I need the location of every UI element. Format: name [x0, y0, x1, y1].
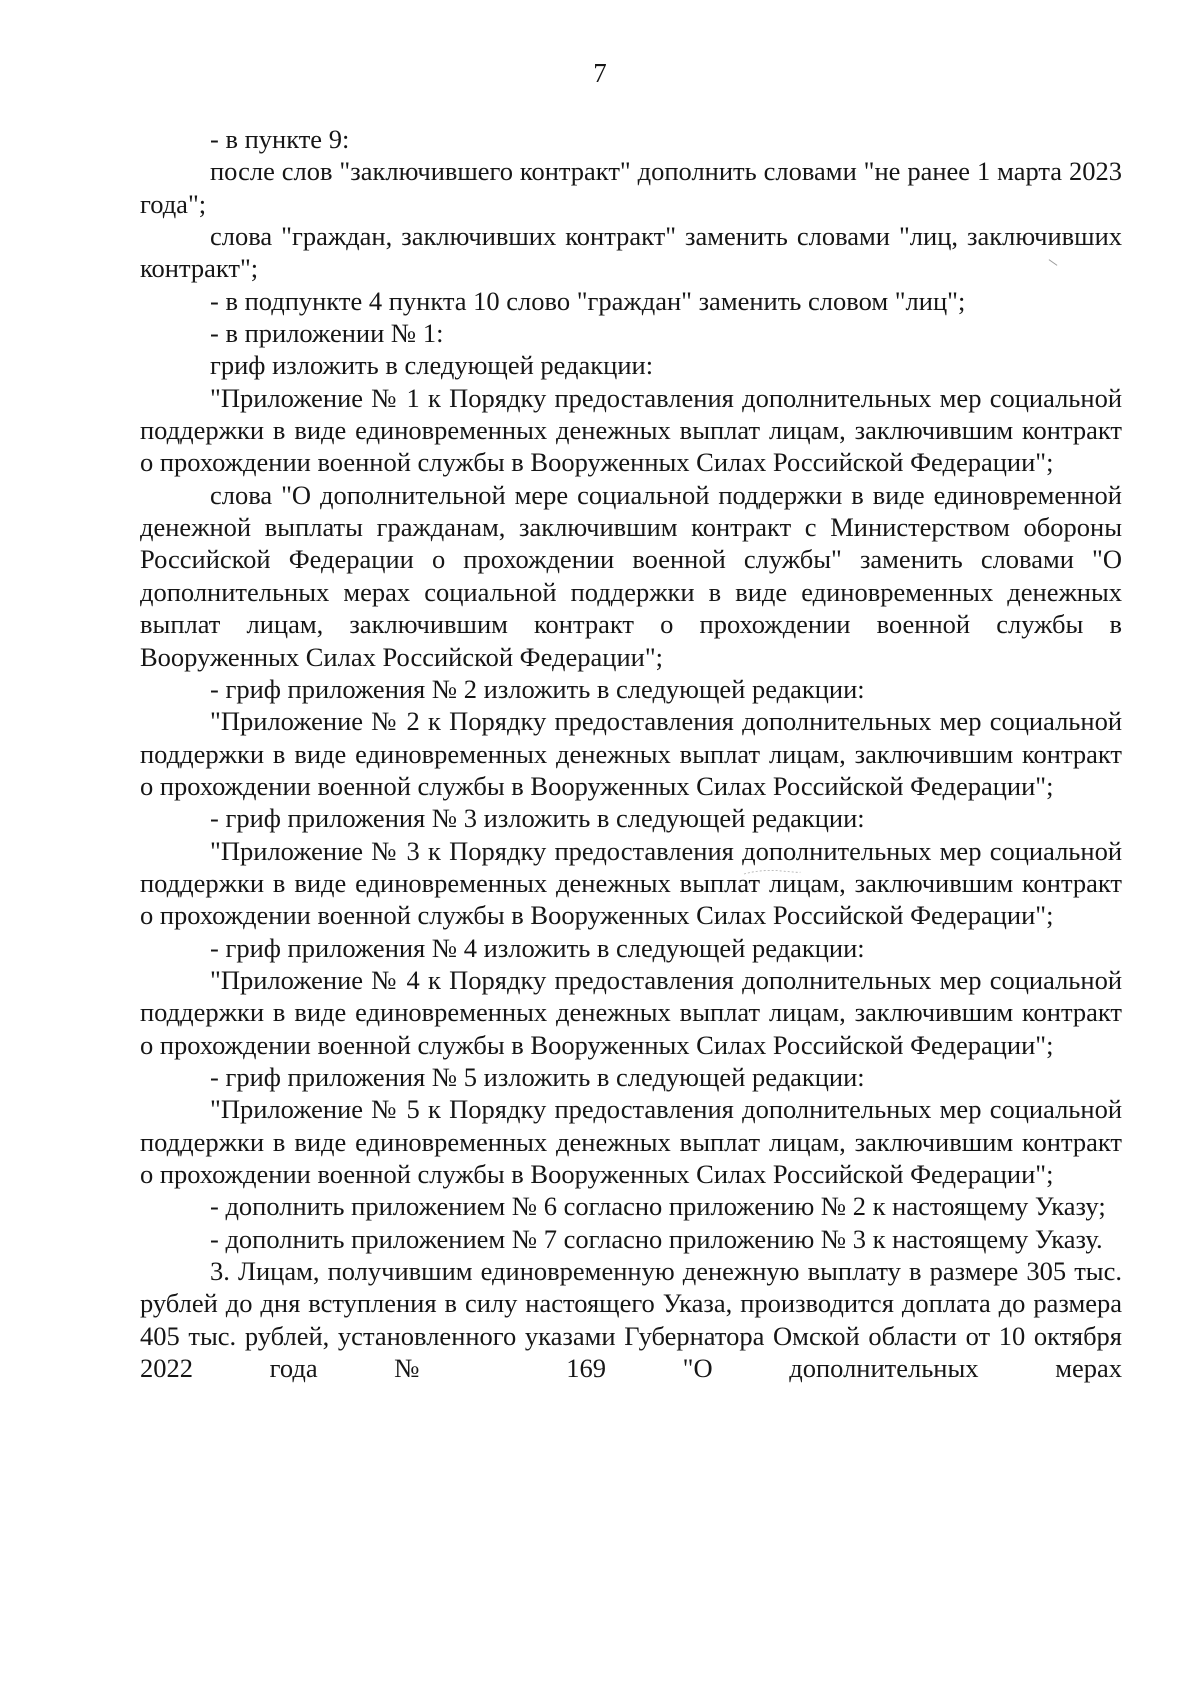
paragraph: - гриф приложения № 5 изложить в следующей редакции:: [210, 1061, 865, 1092]
document-body: [140, 123, 1122, 1384]
paragraph: "Приложение № 3 к Порядку предоставления дополнительных мер социальной поддержки в виде единовременных денежных выплат лицам, заключившим контракт о прохождении военной службы в Вооруженных Силах Российской Федерации";: [140, 835, 1122, 931]
page-number: 7: [593, 58, 607, 88]
scan-smudge: [742, 869, 802, 875]
paragraph: - в пункте 9:: [210, 124, 350, 154]
paragraph: - гриф приложения № 4 изложить в следующей редакции:: [210, 932, 865, 963]
paragraph: после слов "заключившего контракт" дополнить словами "не ранее 1 марта 2023 года";: [140, 156, 1122, 219]
paragraph: 3. Лицам, получившим единовременную денежную выплату в размере 305 тыс. рублей до дня вступления в силу настоящего Указа, производится доплата до размера 405 тыс. рублей, установленного указами Губернатора Омской области от 10 октября 2022 года № 169 "О дополнительных мерах: [140, 1256, 1122, 1384]
paragraph: - в приложении № 1:: [210, 318, 444, 349]
paragraph: - в подпункте 4 пункта 10 слово "граждан" заменить словом "лиц";: [210, 285, 966, 316]
paragraph: "Приложение № 4 к Порядку предоставления дополнительных мер социальной поддержки в виде единовременных денежных выплат лицам, заключившим контракт о прохождении военной службы в Вооруженных Силах Российской Федерации";: [140, 964, 1122, 1060]
paragraph: - гриф приложения № 3 изложить в следующей редакции:: [210, 803, 865, 834]
paragraph: - дополнить приложением № 6 согласно приложению № 2 к настоящему Указу;: [210, 1191, 1106, 1222]
paragraph: гриф изложить в следующей редакции:: [210, 350, 654, 381]
paragraph: - дополнить приложением № 7 согласно приложению № 3 к настоящему Указу.: [210, 1223, 1103, 1254]
paragraph: слова "О дополнительной мере социальной поддержки в виде единовременной денежной выплаты гражданам, заключившим контракт с Министерством обороны Российской Федерации о прохождении военной службы" заменить словами "О дополнительных мерах социальной поддержки в виде единовременных денежных выплат лицам, заключившим контракт о прохождении военной службы в Вооруженных Силах Российской Федерации";: [140, 479, 1122, 672]
paragraph: "Приложение № 2 к Порядку предоставления дополнительных мер социальной поддержки в виде единовременных денежных выплат лицам, заключившим контракт о прохождении военной службы в Вооруженных Силах Российской Федерации";: [140, 706, 1122, 801]
paragraph: "Приложение № 1 к Порядку предоставления дополнительных мер социальной поддержки в виде единовременных денежных выплат лицам, заключившим контракт о прохождении военной службы в Вооруженных Силах Российской Федерации";: [140, 382, 1122, 478]
paragraph: - гриф приложения № 2 изложить в следующей редакции:: [210, 673, 865, 704]
paragraph: слова "граждан, заключивших контракт" заменить словами "лиц, заключивших контракт";: [140, 221, 1122, 284]
paragraph: "Приложение № 5 к Порядку предоставления дополнительных мер социальной поддержки в виде единовременных денежных выплат лицам, заключившим контракт о прохождении военной службы в Вооруженных Силах Российской Федерации";: [140, 1094, 1122, 1189]
